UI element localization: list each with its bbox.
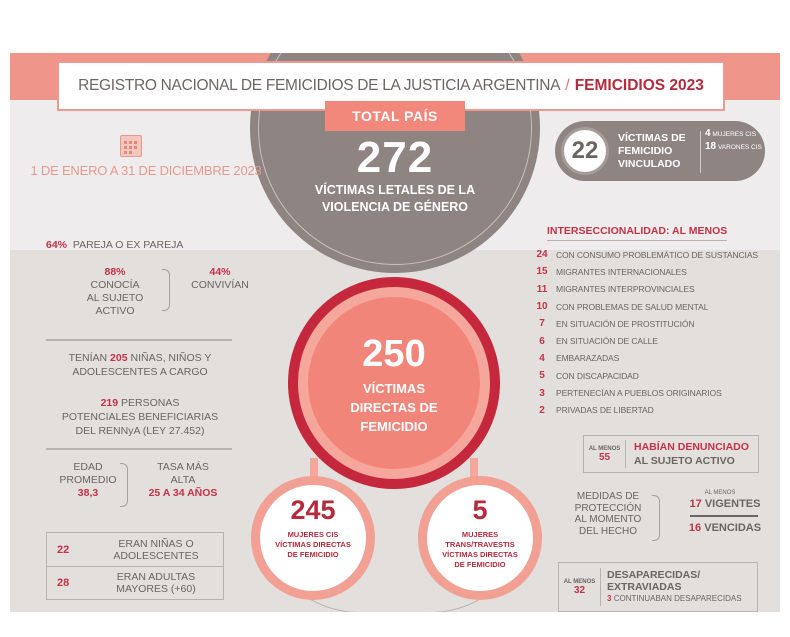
item-count: 2 [539,404,545,416]
conocia-pct: 88% [104,266,126,278]
women-count: 4 [705,128,711,139]
conocia-label: AL SUJETO [86,292,144,304]
item-count: 11 [536,283,548,295]
medidas-line: DEL HECHO [579,525,637,537]
list-item [528,350,778,367]
conocia-label: CONOCÍA [90,279,140,291]
list-item [528,402,778,419]
conocia-label: ACTIVO [95,305,135,317]
continuaban-number: 3 [607,594,612,603]
tasa-label: TASA MÁS [157,461,209,473]
direct-victims-caption [308,379,480,436]
item-count: 5 [539,370,545,382]
total-pais-tab [325,101,465,131]
list-item [528,332,778,349]
intersectionality-list [528,246,778,419]
denuncia-line: HABÍAN DENUNCIADO [634,441,749,453]
vinculado-label-line: VÍCTIMAS DE [618,132,686,144]
men-label: VARONES CIS [717,144,762,151]
tasa-mas-alta [138,461,228,500]
age-group-line: ADOLESCENTES [113,549,199,562]
list-item [528,384,778,401]
renna-number: 219 [100,397,119,409]
cis-victims-number: 245 [290,495,336,525]
conocia-stat [70,266,160,318]
direct-caption-line: VÍCTIMAS [362,381,426,396]
direct-caption-line: FEMICIDIO [360,419,428,434]
al-menos-tag: AL MENOS [588,445,621,452]
vinculado-count-circle [561,127,609,175]
pareja-stat [46,239,183,251]
children-suffix: NIÑAS, NIÑOS Y [130,352,212,364]
brace-divider [652,495,660,541]
total-number: 272 [356,133,434,182]
item-label: MIGRANTES INTERPROVINCIALES [556,284,695,295]
list-item [528,281,778,298]
brace-divider [162,269,170,311]
trans-caption-line: MUJERES [461,530,499,539]
direct-caption-line: DIRECTAS DE [350,400,438,415]
item-label: CON PROBLEMAS DE SALUD MENTAL [556,301,709,312]
cis-caption-line: DE FEMICIDIO [287,550,339,559]
divider [690,515,758,517]
list-item [528,298,778,315]
item-label: EN SITUACIÓN DE CALLE [556,336,658,347]
item-count: 15 [536,266,548,278]
denuncia-count [584,440,626,468]
convivian-stat [185,266,255,292]
trans-caption-line: TRANS/TRAVESTIS [445,540,515,549]
edad-label: EDAD [73,461,103,473]
trans-victims-number: 5 [472,495,488,525]
pareja-pct: 64% [46,239,68,251]
page-title: REGISTRO NACIONAL DE FEMICIDIOS DE LA JUSTICIA ARGENTINA [78,77,561,94]
cis-caption-line: VÍCTIMAS DIRECTAS [275,540,351,549]
children-prefix: TENÍAN [68,352,108,364]
age-group-label [99,538,223,562]
convivian-label: CONVIVÍAN [191,279,249,291]
infographic [10,53,780,612]
vinculado-label-line: FEMICIDIO [618,145,673,157]
children-number: 205 [110,352,128,364]
table-row [47,566,223,599]
desaparecidas-count [559,568,601,606]
men-count: 18 [705,141,717,152]
al-menos-tag: AL MENOS [563,578,596,585]
convivian-pct: 44% [209,266,231,278]
vinculado-label-line: VINCULADO [618,158,681,170]
denuncia-box [583,435,759,473]
children-line: ADOLESCENTES A CARGO [72,366,208,378]
vinculado-label [618,132,686,171]
age-group-count: 28 [57,577,70,589]
renna-line: POTENCIALES BENEFICIARIAS [61,411,219,423]
desaparecidas-number: 32 [573,584,586,596]
vinculado-divider [700,131,701,173]
item-count: 7 [539,318,545,330]
vigentes-label: VIGENTES [704,498,761,510]
cis-caption-line: MUJERES CIS [287,530,339,539]
al-menos-tag: AL MENOS [704,490,736,496]
vinculado-breakdown [705,129,763,152]
denuncia-line: AL SUJETO ACTIVO [634,455,735,467]
item-label: EN SITUACIÓN DE PROSTITUCIÓN [556,318,695,329]
tasa-label: ALTA [170,474,196,486]
edad-promedio [58,461,118,500]
intersectionality-title: INTERSECCIONALIDAD: AL MENOS [547,225,727,241]
desaparecidas-line: EXTRAVIADAS [607,581,682,593]
medidas-line: AL MOMENTO [574,514,642,525]
table-row [47,533,223,566]
age-group-line: ERAN NIÑAS O [118,537,194,550]
edad-value: 38,3 [77,487,99,499]
trans-caption-line: VÍCTIMAS DIRECTAS [442,550,518,559]
item-count: 6 [539,335,545,347]
divider [46,339,232,341]
item-label: CON DISCAPACIDAD [556,370,639,381]
total-caption [290,182,500,216]
continuaban-label: CONTINUABAN DESAPARECIDAS [613,594,742,603]
age-group-line: ERAN ADULTAS [116,571,196,583]
list-item [528,315,778,332]
total-caption-line: VÍCTIMAS LETALES DE LA [314,183,476,197]
item-count: 4 [539,352,545,364]
tasa-value: 25 A 34 AÑOS [148,487,218,499]
direct-victims-number: 250 [362,333,426,375]
trans-caption-line: DE FEMICIDIO [454,560,506,569]
age-group-count: 22 [57,543,70,556]
desaparecidas-text [601,569,742,605]
pareja-label: PAREJA O EX PAREJA [72,239,184,251]
denuncia-text [626,440,749,468]
item-label: PRIVADAS DE LIBERTAD [556,405,654,416]
age-group-label [99,571,223,595]
trans-victims-caption [427,530,533,570]
title-separator: / [565,77,570,94]
title-highlight: FEMICIDIOS 2023 [574,77,704,94]
age-group-line: MAYORES (+60) [116,583,196,595]
vigentes-stat [686,498,764,510]
brace-divider [120,463,128,507]
medidas-line: MEDIDAS DE [576,491,640,502]
vencidas-number: 16 [688,522,702,534]
denuncia-number: 55 [598,451,611,463]
item-count: 24 [536,249,548,261]
children-stat [50,351,230,379]
renna-suffix: PERSONAS [121,397,180,409]
total-pais-label: TOTAL PAÍS [352,108,438,124]
vencidas-label: VENCIDAS [704,522,762,534]
renna-stat [50,396,230,438]
vinculado-number: 22 [571,137,599,164]
calendar-icon [120,135,142,157]
desaparecidas-line: DESAPARECIDAS/ [607,569,701,581]
desaparecidas-box [558,562,758,612]
item-label: EMBARAZADAS [556,353,620,364]
women-label: MUJERES CIS [712,131,757,138]
vencidas-stat [686,522,764,534]
list-item [528,263,778,280]
medidas-label [573,491,643,537]
item-label: MIGRANTES INTERNACIONALES [556,266,687,277]
item-label: PERTENECÍAN A PUEBLOS ORIGINARIOS [556,388,722,399]
age-groups-table [46,532,224,600]
date-range: 1 DE ENERO A 31 DE DICIEMBRE 2023 [30,163,262,178]
medidas-line: PROTECCIÓN [574,502,642,514]
item-label: CON CONSUMO PROBLEMÁTICO DE SUSTANCIAS [556,249,758,260]
list-item [528,246,778,263]
item-count: 3 [539,387,545,399]
renna-line: DEL RENNyA (LEY 27.452) [75,425,205,437]
vigentes-number: 17 [689,498,702,510]
edad-label: PROMEDIO [59,474,117,486]
cis-victims-caption [260,530,366,560]
item-count: 10 [536,301,548,313]
list-item [528,367,778,384]
divider [46,448,232,450]
total-caption-line: VIOLENCIA DE GÉNERO [321,200,469,214]
